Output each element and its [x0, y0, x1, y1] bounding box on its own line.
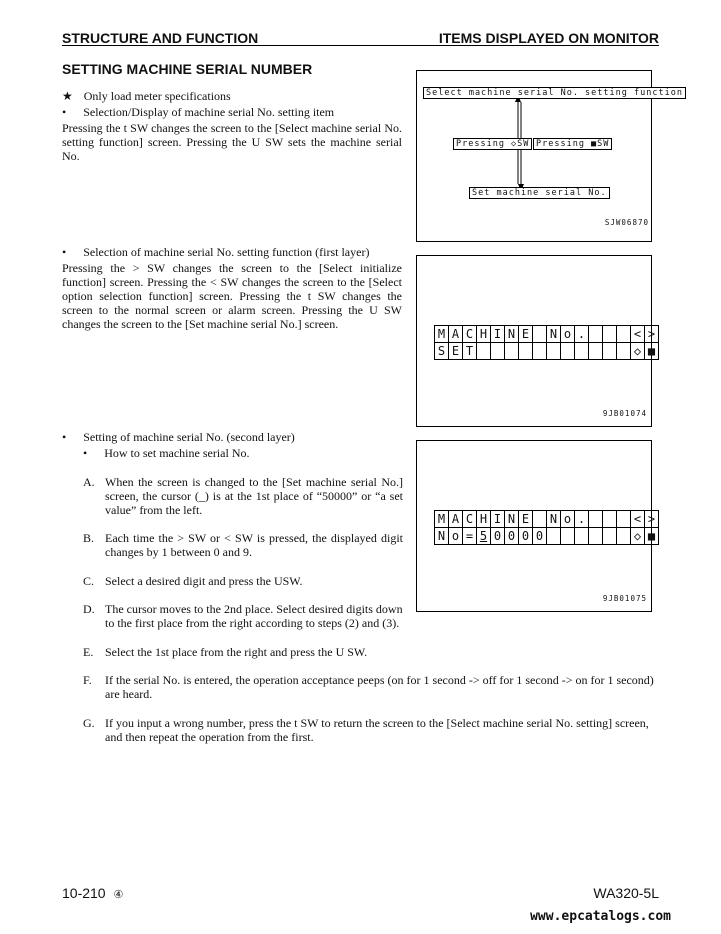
paragraph: Pressing the > SW changes the screen to the [Select initialize function] screen. Pressing the < SW changes the screen to the [Select option selection function] screen. Pressing the t SW changes the screen to the normal screen or alarm screen. Pressing the U SW changes the screen to the [Set machine serial No.] screen. — [62, 261, 402, 331]
figure-lcd-second-layer — [416, 440, 656, 612]
lcd-cell: M — [435, 511, 449, 527]
bullet-item — [62, 430, 402, 444]
lcd-cell — [533, 343, 547, 359]
lcd-cell — [603, 528, 617, 544]
lcd-cell — [547, 343, 561, 359]
lcd-panel — [434, 325, 659, 360]
lcd-row-1 — [434, 325, 659, 343]
lcd-cell: T — [463, 343, 477, 359]
lcd-cell — [589, 528, 603, 544]
lcd-cell — [617, 511, 631, 527]
lcd-row-2 — [434, 343, 659, 360]
lcd-cell — [603, 326, 617, 342]
bullet-text: Setting of machine serial No. (second layer) — [83, 430, 295, 444]
step-text: Select a desired digit and press the USW. — [105, 574, 303, 588]
lcd-row-1 — [434, 510, 659, 528]
label-pressing-right: Pressing ■SW — [533, 138, 612, 150]
step-text: Each time the > SW or < SW is pressed, the displayed digit changes by 1 between 0 and 9. — [105, 531, 403, 559]
lcd-cell: I — [491, 326, 505, 342]
lcd-cell — [617, 343, 631, 359]
step-letter: D. — [83, 602, 95, 616]
step-text: Select the 1st place from the right and press the U SW. — [105, 645, 368, 659]
star-icon: ★ — [62, 89, 73, 103]
lcd-cell: N — [435, 528, 449, 544]
figure-code: 9JB01075 — [602, 594, 647, 603]
lcd-cell: N — [547, 326, 561, 342]
sub-bullet-text: How to set machine serial No. — [104, 446, 250, 460]
figure-code: SJW06870 — [604, 218, 649, 227]
lcd-cell: C — [463, 326, 477, 342]
bullet-item — [62, 105, 402, 119]
footer-model: WA320-5L — [593, 885, 659, 901]
bullet-icon: • — [62, 245, 67, 259]
lcd-cell: 5 — [477, 528, 491, 544]
lcd-cell: 0 — [491, 528, 505, 544]
lcd-cell: o — [561, 326, 575, 342]
footer-page — [62, 885, 123, 901]
lcd-cell: N — [505, 326, 519, 342]
lcd-cell: > — [647, 327, 656, 341]
lcd-cell — [603, 511, 617, 527]
lcd-cell — [491, 343, 505, 359]
lcd-cell: . — [575, 326, 589, 342]
figure-lcd-first-layer — [416, 255, 656, 427]
section-title: SETTING MACHINE SERIAL NUMBER — [62, 61, 313, 77]
lcd-cell: N — [505, 511, 519, 527]
footer-site: www.epcatalogs.com — [530, 909, 671, 924]
revision-mark: ④ — [113, 889, 124, 901]
bullet-item — [62, 245, 402, 259]
lcd-cell: 0 — [533, 528, 547, 544]
step-text: If the serial No. is entered, the operation acceptance peeps (on for 1 second -> off for 1 second -> on for 1 second) are heard. — [105, 673, 654, 701]
bullet-text: Selection of machine serial No. setting function (first layer) — [83, 245, 370, 259]
bullet-text: Selection/Display of machine serial No. setting item — [83, 105, 335, 119]
figure-code: 9JB01074 — [602, 409, 647, 418]
step-letter: E. — [83, 645, 94, 659]
lcd-cell: C — [463, 511, 477, 527]
lcd-cell: 0 — [519, 528, 533, 544]
lcd-cell: o — [449, 528, 463, 544]
bullet-icon: • — [62, 105, 67, 119]
lcd-cell — [589, 511, 603, 527]
lcd-cell — [519, 343, 533, 359]
lcd-cell: ◇ — [631, 528, 645, 544]
step-letter: A. — [83, 475, 95, 489]
lcd-cell: > — [647, 512, 656, 526]
step-letter: C. — [83, 574, 95, 588]
lcd-row-2 — [434, 528, 659, 545]
lcd-cell: ■ — [647, 344, 656, 358]
step-letter: B. — [83, 531, 95, 545]
lcd-cell — [547, 528, 561, 544]
lcd-cell — [561, 528, 575, 544]
lcd-cell — [575, 343, 589, 359]
lcd-cell: < — [631, 511, 645, 527]
step-text: When the screen is changed to the [Set machine serial No.] screen, the cursor (_) is at the 1st place of “50000” or “a set value” from the left. — [105, 475, 403, 517]
star-note-text: Only load meter specifications — [83, 89, 231, 103]
lcd-cell: H — [477, 326, 491, 342]
lcd-cell: N — [547, 511, 561, 527]
lcd-cell: E — [519, 326, 533, 342]
label-select-serial: Select machine serial No. setting function — [423, 87, 686, 99]
lcd-cell — [617, 528, 631, 544]
sub-bullet-item — [83, 446, 403, 460]
lcd-cell — [575, 528, 589, 544]
step-text: If you input a wrong number, press the t SW to return the screen to the [Select machine serial No. setting] screen, and then repeat the operation from the first. — [105, 716, 649, 744]
lcd-cell — [505, 343, 519, 359]
lcd-cell — [617, 326, 631, 342]
header-rule — [62, 45, 659, 46]
label-pressing-left: Pressing ◇SW — [453, 138, 532, 150]
lcd-cell: H — [477, 511, 491, 527]
lcd-cell: ◇ — [631, 343, 645, 359]
lcd-cell: o — [561, 511, 575, 527]
lcd-cell: S — [435, 343, 449, 359]
lcd-cell: I — [491, 511, 505, 527]
lcd-cell: . — [575, 511, 589, 527]
paragraph: Pressing the t SW changes the screen to the [Select machine serial No. setting function] screen. Pressing the U SW sets the machine serial No. — [62, 121, 402, 163]
header-left: STRUCTURE AND FUNCTION — [62, 30, 259, 46]
lcd-cell: = — [463, 528, 477, 544]
page-number: 10-210 — [62, 885, 106, 901]
lcd-cell: < — [631, 326, 645, 342]
star-note — [62, 89, 402, 103]
label-set-serial: Set machine serial No. — [469, 187, 610, 199]
lcd-cell — [533, 511, 547, 527]
lcd-cell: ■ — [647, 529, 656, 543]
lcd-cell — [533, 326, 547, 342]
figure-serial-flow — [416, 70, 683, 242]
lcd-panel — [434, 510, 659, 545]
bullet-icon: • — [83, 446, 88, 460]
lcd-cell — [589, 326, 603, 342]
lcd-cell: 0 — [505, 528, 519, 544]
lcd-cell: M — [435, 326, 449, 342]
bullet-icon: • — [62, 430, 67, 444]
step-letter: G. — [83, 716, 95, 730]
lcd-cell: A — [449, 326, 463, 342]
lcd-cell — [603, 343, 617, 359]
lcd-cell: E — [519, 511, 533, 527]
lcd-cell: A — [449, 511, 463, 527]
lcd-cell — [589, 343, 603, 359]
step-letter: F. — [83, 673, 92, 687]
lcd-cell — [477, 343, 491, 359]
lcd-cell: E — [449, 343, 463, 359]
header-right: ITEMS DISPLAYED ON MONITOR — [438, 30, 659, 46]
lcd-cell — [561, 343, 575, 359]
step-text: The cursor moves to the 2nd place. Select desired digits down to the first place from the right according to steps (2) and (3). — [105, 602, 403, 630]
